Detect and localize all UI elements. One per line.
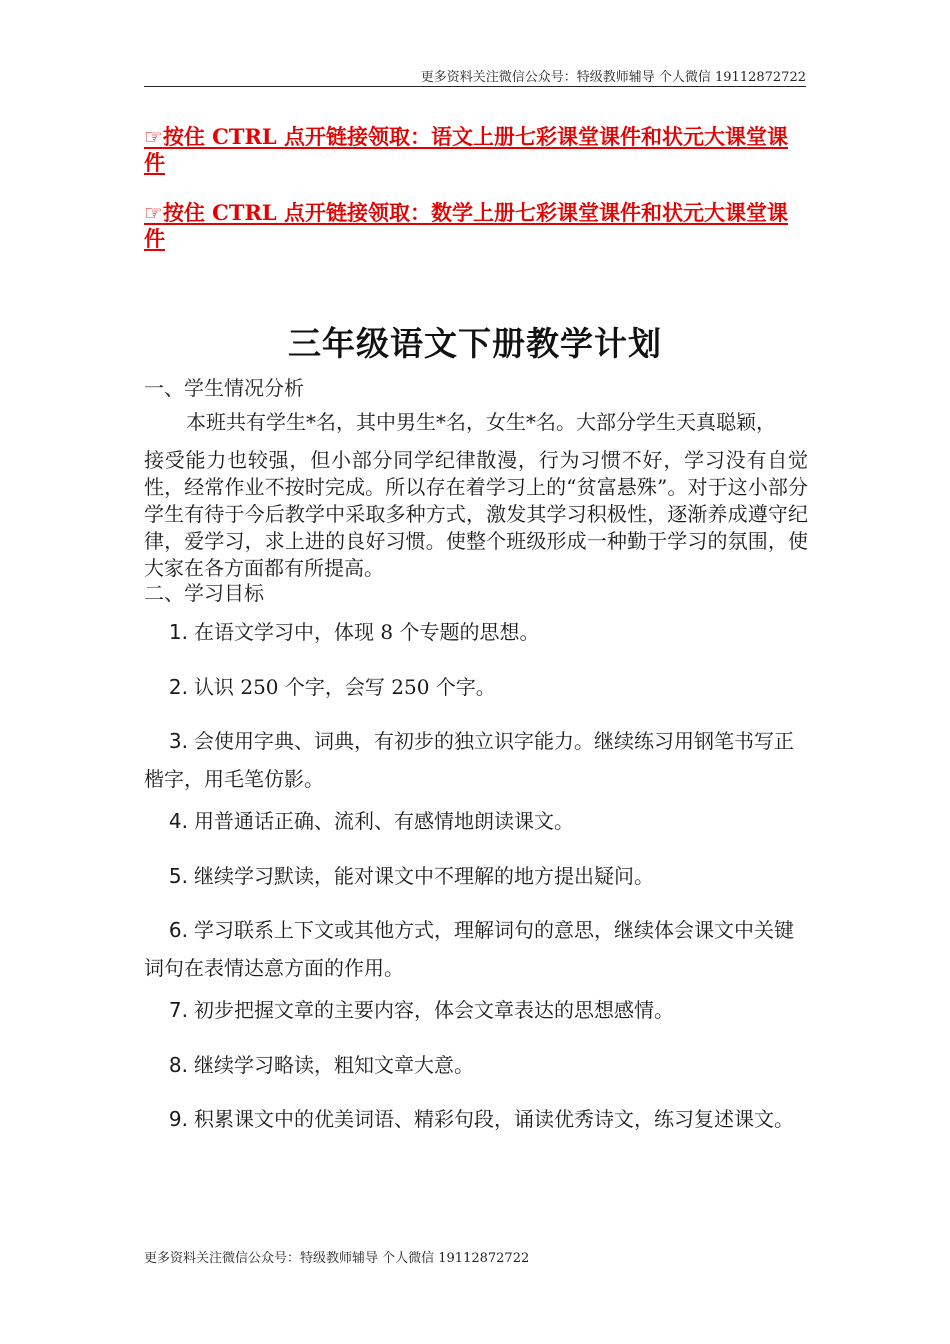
goal-number: 5 . bbox=[144, 857, 188, 895]
header-divider bbox=[144, 86, 806, 87]
goal-number: 8 . bbox=[144, 1046, 188, 1084]
goal-number: 2 . bbox=[144, 668, 188, 706]
goal-item bbox=[144, 668, 808, 706]
goal-number: 9 . bbox=[144, 1100, 188, 1138]
paragraph-body: 接受能力也较强，但小部分同学纪律散漫，行为习惯不好，学习没有自觉性，经常作业不按时完成。所以存在着学习上的“贫富悬殊”。对于这小部分学生有待于今后教学中采取多种方式，激发其学习积极性，逐渐养成遵守纪律，爱学习，求上进的良好习惯。使整个班级形成一种勤于学习的氛围，使大家在各方面都有所提高。 bbox=[144, 448, 808, 580]
goal-item bbox=[144, 911, 808, 987]
goal-item bbox=[144, 1046, 808, 1084]
goal-number: 3 . bbox=[144, 722, 188, 760]
goal-item bbox=[144, 1100, 808, 1138]
goal-number: 1 . bbox=[144, 613, 188, 651]
paragraph-first-line: 本班共有学生*名，其中男生*名，女生*名。大部分学生天真聪颖， bbox=[186, 410, 776, 434]
goal-text: 初步把握文章的主要内容，体会文章表达的思想感情。 bbox=[194, 998, 674, 1022]
document-title: 三年级语文下册教学计划 bbox=[288, 324, 662, 363]
promo-link-math[interactable] bbox=[144, 200, 808, 252]
goal-number: 6 . bbox=[144, 911, 188, 949]
goal-number: 7 . bbox=[144, 991, 188, 1029]
student-analysis-paragraph bbox=[144, 409, 808, 582]
promo-link-label: 按住 CTRL 点开链接领取：语文上册七彩课堂课件和状元大课堂课件 bbox=[144, 124, 789, 175]
promo-link-chinese[interactable] bbox=[144, 124, 808, 176]
promo-link-label: 按住 CTRL 点开链接领取：数学上册七彩课堂课件和状元大课堂课件 bbox=[144, 200, 789, 251]
goal-text: 会使用字典、词典，有初步的独立识字能力。继续练习用钢笔书写正楷字，用毛笔仿影。 bbox=[144, 729, 794, 791]
goal-text: 认识 250 个字，会写 250 个字。 bbox=[194, 675, 496, 699]
goal-text: 学习联系上下文或其他方式，理解词句的意思，继续体会课文中关键词句在表情达意方面的作用。 bbox=[144, 918, 794, 980]
section-heading-student-analysis: 一、学生情况分析 bbox=[144, 376, 304, 400]
goal-text: 在语文学习中，体现 8 个专题的思想。 bbox=[194, 620, 540, 644]
section-heading-learning-goals: 二、学习目标 bbox=[144, 581, 264, 605]
goal-item bbox=[144, 722, 808, 798]
goal-item bbox=[144, 613, 808, 651]
goal-text: 继续学习默读，能对课文中不理解的地方提出疑问。 bbox=[194, 864, 654, 888]
pointing-hand-icon: ☞ bbox=[144, 201, 163, 225]
goal-text: 用普通话正确、流利、有感情地朗读课文。 bbox=[194, 809, 574, 833]
pointing-hand-icon: ☞ bbox=[144, 125, 163, 149]
goal-item bbox=[144, 991, 808, 1029]
page-header: 更多资料关注微信公众号：特级教师辅导 个人微信 19112872722 bbox=[420, 70, 806, 85]
goal-item bbox=[144, 802, 808, 840]
goal-text: 继续学习略读，粗知文章大意。 bbox=[194, 1053, 474, 1077]
goal-text: 积累课文中的优美词语、精彩句段，诵读优秀诗文，练习复述课文。 bbox=[194, 1107, 794, 1131]
page-footer: 更多资料关注微信公众号：特级教师辅导 个人微信 19112872722 bbox=[144, 1251, 530, 1266]
goal-item bbox=[144, 857, 808, 895]
goal-number: 4 . bbox=[144, 802, 188, 840]
